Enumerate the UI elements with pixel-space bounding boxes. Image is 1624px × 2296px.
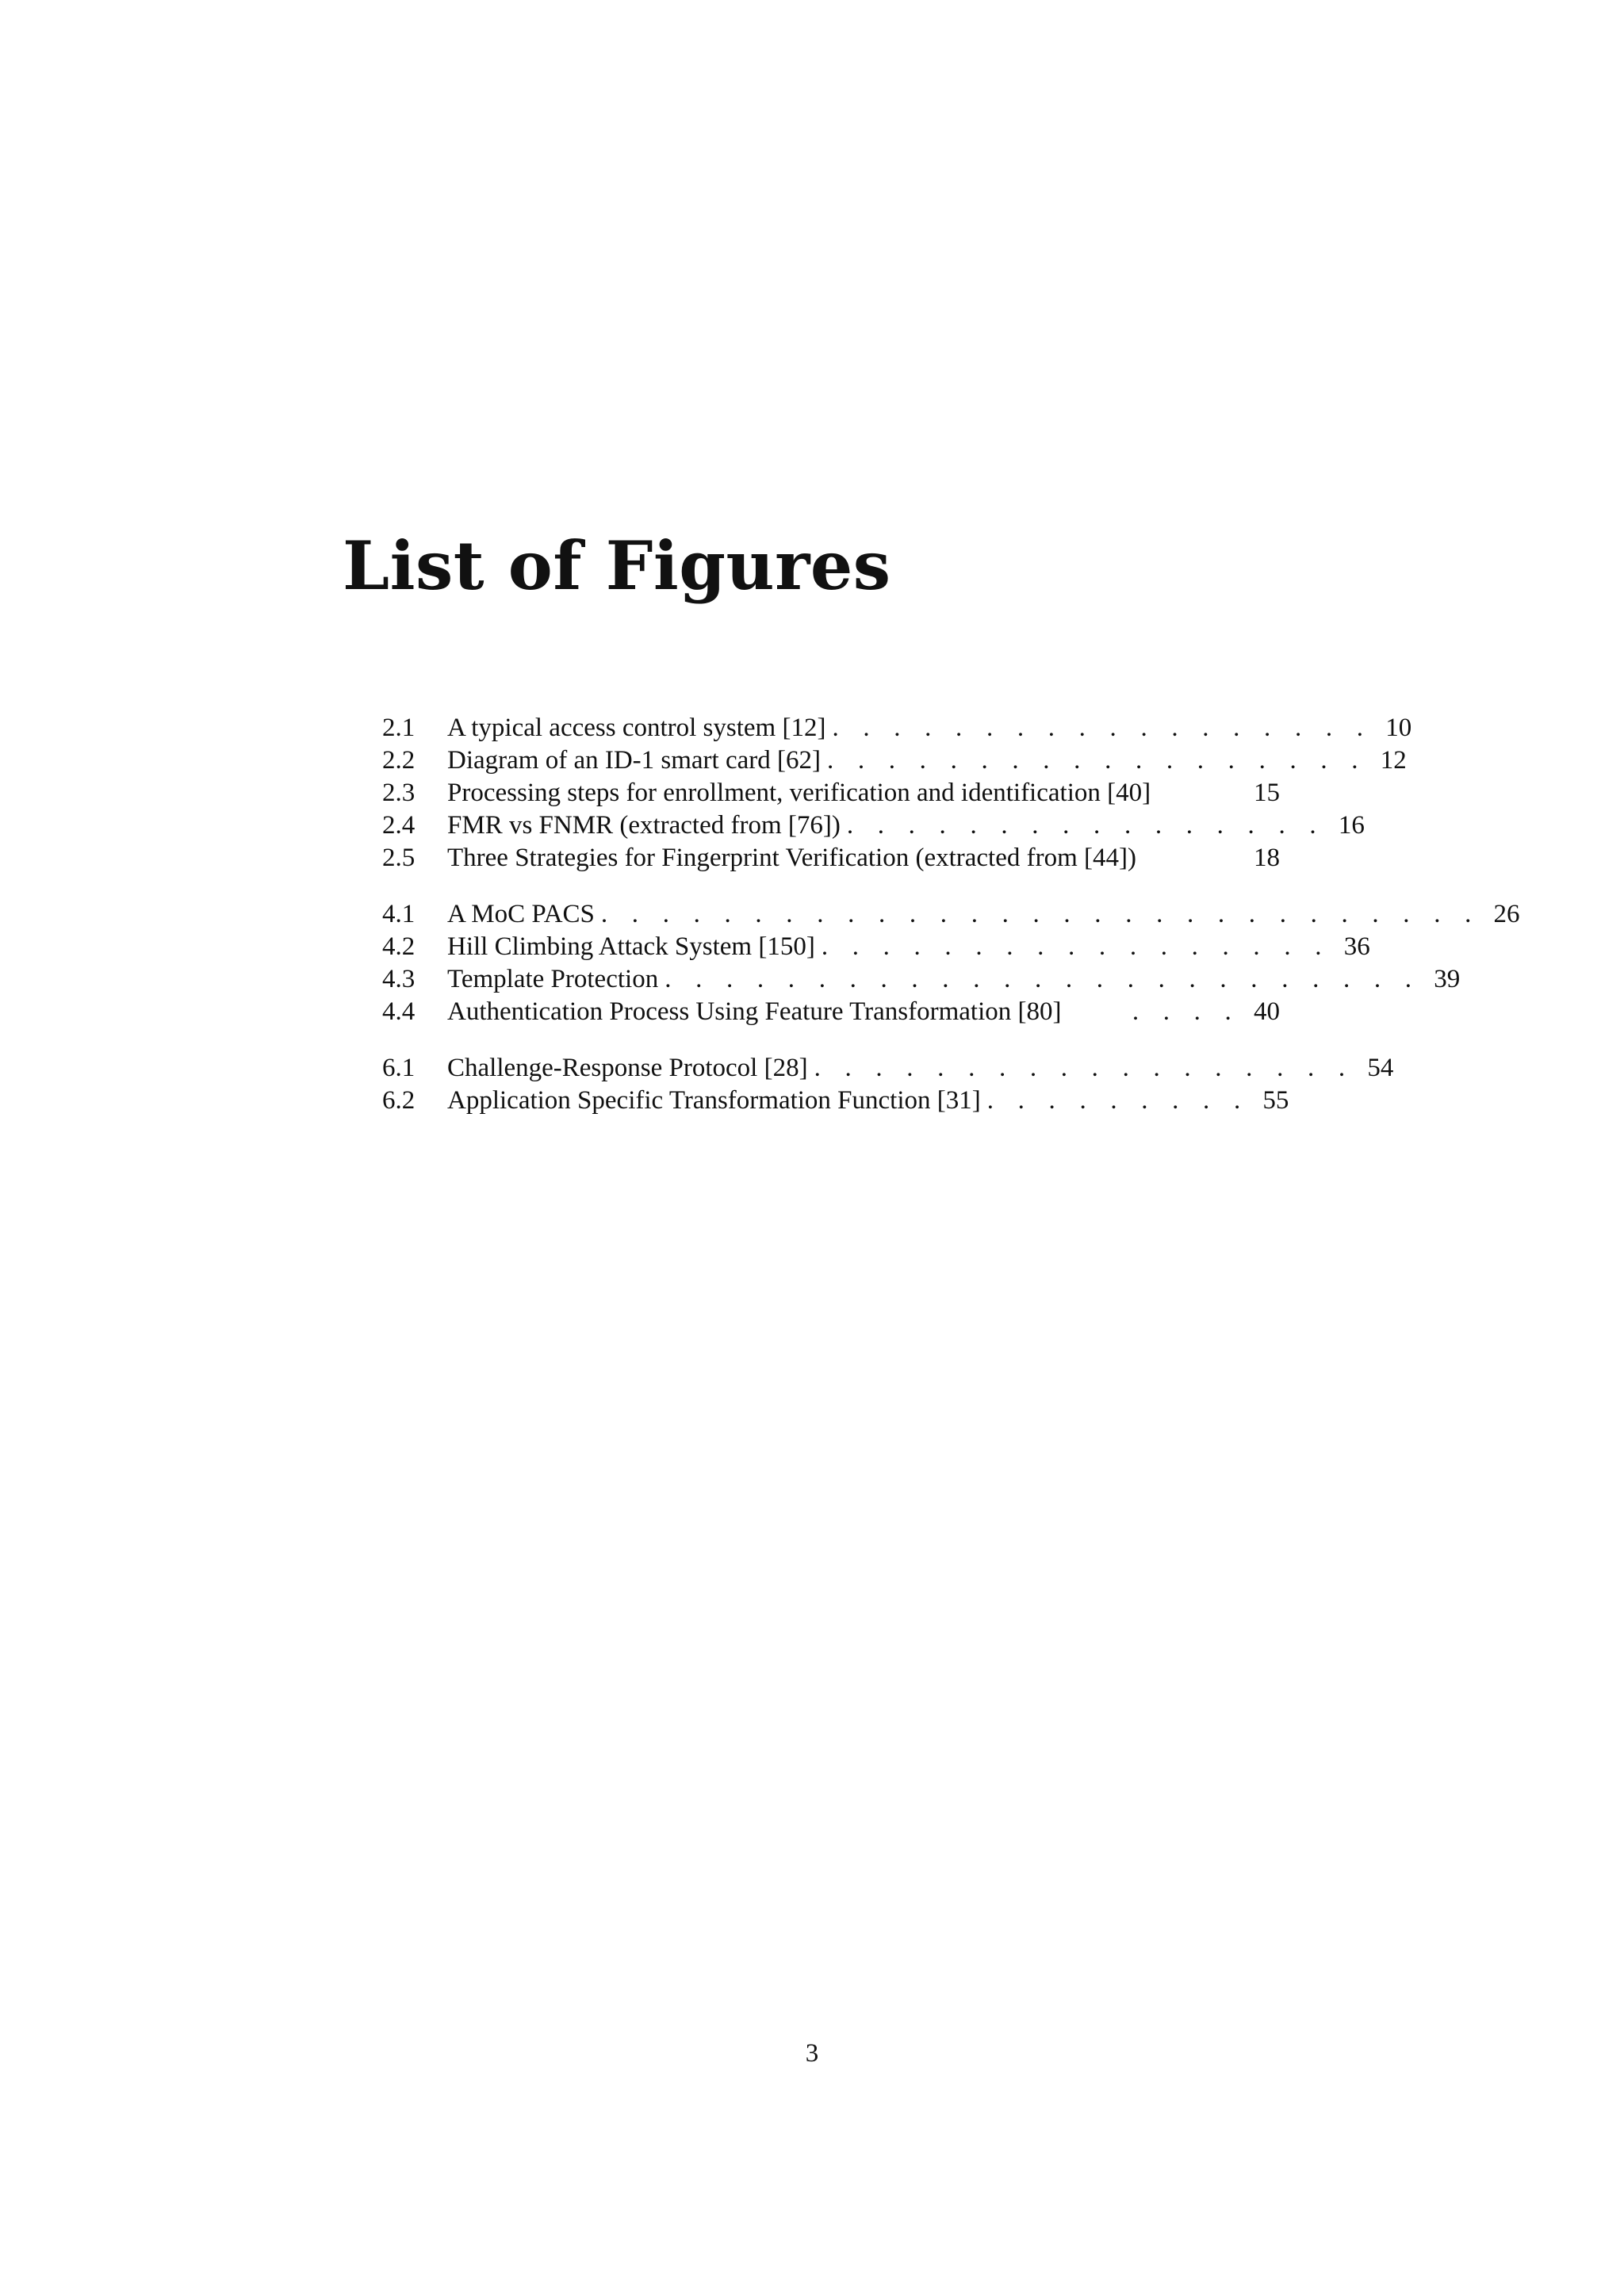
figure-caption: Challenge-Response Protocol [28] (447, 1054, 808, 1082)
figure-entry[interactable] (382, 996, 1280, 1028)
figure-number: 4.4 (382, 997, 416, 1026)
figure-page: 12 (1380, 746, 1407, 775)
figure-caption: A typical access control system [12] (447, 714, 826, 742)
figure-page: 40 (1254, 997, 1280, 1026)
figure-caption: A MoC PACS (447, 900, 595, 928)
figure-number: 2.3 (382, 779, 416, 807)
figure-entry[interactable] (382, 1052, 1394, 1085)
figure-number: 2.2 (382, 746, 416, 775)
page-title: List of Figures (343, 526, 891, 605)
figure-page: 15 (1254, 779, 1280, 807)
figure-number: 4.3 (382, 965, 416, 993)
dot-leader: . . . . . . . . . . . . . . . . (846, 811, 1325, 840)
figure-page: 54 (1367, 1054, 1394, 1082)
figure-group-chapter-4 (382, 898, 1520, 1028)
figure-entry[interactable] (382, 898, 1520, 931)
dot-leader: . . . . . . . . . . . . . . . . . . (832, 714, 1373, 742)
list-of-figures (382, 712, 1520, 1117)
figure-entry[interactable] (382, 809, 1365, 842)
figure-caption: Authentication Process Using Feature Transformation [80] (447, 997, 1062, 1026)
figure-page: 39 (1434, 965, 1461, 993)
figure-entry[interactable] (382, 744, 1407, 777)
dot-leader: . . . . . . . . . . . . . . . . . . (826, 746, 1367, 775)
figure-caption: FMR vs FNMR (extracted from [76]) (447, 811, 841, 840)
figure-page: 55 (1262, 1086, 1289, 1115)
figure-entry[interactable] (382, 712, 1412, 744)
figure-page: 16 (1338, 811, 1365, 840)
dot-leader: . . . . (1132, 997, 1240, 1026)
dot-leader: . . . . . . . . . . . . . . . . . . . . . . . . . . . . . (600, 900, 1480, 928)
figure-page: 18 (1254, 844, 1280, 872)
figure-entry[interactable] (382, 963, 1461, 996)
figure-entry[interactable] (382, 1085, 1289, 1117)
figure-number: 6.1 (382, 1054, 416, 1082)
figure-caption: Three Strategies for Fingerprint Verification (extracted from [44]) (447, 844, 1136, 872)
figure-entry[interactable] (382, 931, 1370, 963)
dot-leader: . . . . . . . . . (986, 1086, 1250, 1115)
figure-caption: Template Protection (447, 965, 659, 993)
figure-number: 4.2 (382, 932, 416, 961)
figure-page: 10 (1385, 714, 1412, 742)
figure-number: 2.5 (382, 844, 416, 872)
dot-leader: . . . . . . . . . . . . . . . . . . (814, 1054, 1354, 1082)
figure-page: 36 (1343, 932, 1370, 961)
figure-number: 6.2 (382, 1086, 416, 1115)
figure-number: 2.1 (382, 714, 416, 742)
figure-page: 26 (1493, 900, 1520, 928)
dot-leader: . . . . . . . . . . . . . . . . . (821, 932, 1331, 961)
dot-leader: . . . . . . . . . . . . . . . . . . . . . . . . . (665, 965, 1421, 993)
figure-number: 2.4 (382, 811, 416, 840)
figure-entry[interactable] (382, 777, 1280, 809)
page-number: 3 (805, 2039, 819, 2068)
figure-group-chapter-6 (382, 1052, 1394, 1117)
figure-caption: Diagram of an ID-1 smart card [62] (447, 746, 821, 775)
figure-number: 4.1 (382, 900, 416, 928)
figure-caption: Application Specific Transformation Function [31] (447, 1086, 981, 1115)
figure-entry[interactable] (382, 842, 1280, 874)
figure-caption: Processing steps for enrollment, verification and identification [40] (447, 779, 1151, 807)
figure-caption: Hill Climbing Attack System [150] (447, 932, 815, 961)
figure-group-chapter-2 (382, 712, 1412, 874)
